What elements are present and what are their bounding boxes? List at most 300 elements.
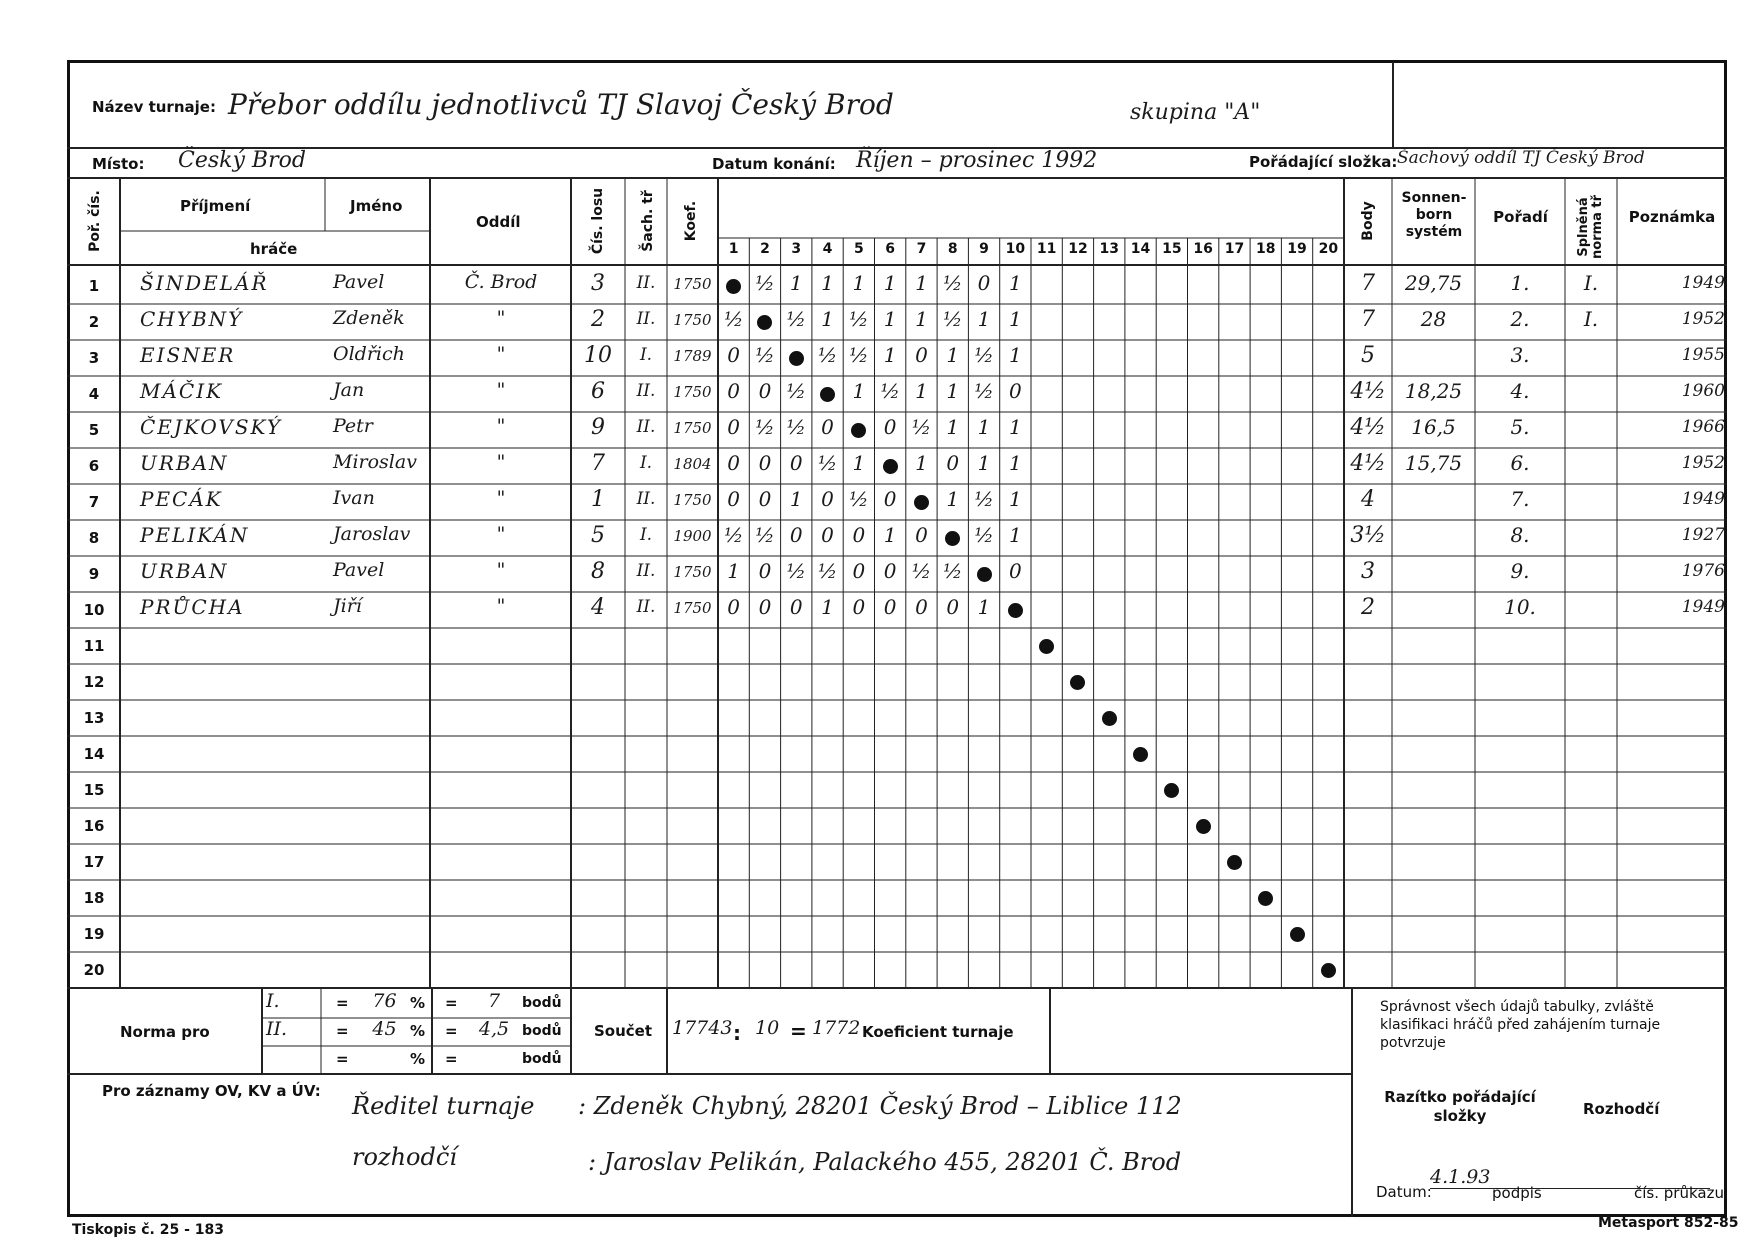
player-class: I. [639,525,653,545]
player-class: II. [636,489,656,509]
norm-class: I. [266,990,280,1012]
col-norm: Splněná norma tř [1576,194,1605,260]
diagonal-dot [1102,711,1117,726]
norm-pct: 45 [372,1018,397,1040]
game-result: ½ [817,343,838,367]
player-points: 4 [1361,487,1375,512]
game-result: 1 [852,271,866,295]
tournament-name: Přebor oddílu jednotlivců TJ Slavoj Český Brod [228,88,894,121]
player-club: " [496,379,506,401]
round-number: 11 [1036,241,1057,257]
round-number: 9 [979,241,989,257]
player-points: 3½ [1350,523,1386,548]
game-result: 0 [883,595,897,619]
game-result: 0 [915,343,928,367]
game-result: 0 [727,451,741,475]
player-draw: 4 [591,595,605,620]
norm-pts: 4,5 [478,1018,510,1040]
game-result: 1 [883,307,897,331]
game-result: 1 [821,271,834,295]
game-result: ½ [786,559,806,583]
game-result: 0 [915,523,928,547]
player-rank: 6. [1510,451,1530,475]
round-number: 10 [1005,241,1026,257]
game-result: ½ [849,487,869,511]
player-points: 7 [1361,271,1375,296]
diagonal-dot [1070,675,1085,690]
game-result: 1 [915,271,928,295]
player-draw: 6 [591,379,605,404]
game-result: 0 [727,595,741,619]
round-number: 3 [791,241,802,257]
game-result: 0 [821,415,834,439]
player-coef: 1750 [673,275,712,293]
player-firstname: Oldřich [333,343,405,365]
row-number: 16 [83,817,105,835]
diagonal-dot [1039,639,1054,654]
referee-role: rozhodčí [352,1143,457,1171]
game-result: 1 [915,451,928,475]
row-number: 1 [88,277,100,295]
norm-eq-pts: = [445,1022,458,1040]
game-result: 0 [727,343,741,367]
game-result: 0 [852,523,866,547]
own-game-dot [757,315,772,330]
row-number: 17 [83,853,105,871]
player-draw: 1 [591,487,605,512]
player-points: 4½ [1350,379,1386,404]
row-number: 2 [88,313,100,331]
sum-label: Součet [594,1022,653,1040]
game-result: 1 [915,307,928,331]
game-result: 1 [852,379,866,403]
footer-form-number: Tiskopis č. 25 - 183 [72,1222,225,1238]
col-draw-no: Čís. losu [590,187,606,255]
player-club: Č. Brod [464,271,538,293]
organizer-value: Šachový oddíl TJ Český Brod [1397,148,1645,168]
player-firstname: Zdeněk [333,307,405,329]
game-result: 1 [977,307,991,331]
norm-class: II. [266,1018,288,1040]
game-result: ½ [974,487,994,511]
player-draw: 8 [591,559,605,584]
game-result: ½ [755,271,775,295]
game-result: 0 [789,595,803,619]
game-result: ½ [817,451,838,475]
game-result: 0 [883,487,897,511]
game-result: 1 [821,307,834,331]
round-number: 1 [728,241,739,257]
player-rank: 8. [1510,523,1530,547]
stamp-label: Razítko pořádající složky [1384,1088,1536,1125]
game-result: 1 [1008,415,1022,439]
game-result: ½ [911,559,932,583]
round-number: 20 [1318,241,1339,257]
date-label: Datum konání: [712,155,836,173]
game-result: 1 [883,271,897,295]
player-draw: 10 [584,343,612,368]
player-note: 1966 [1681,417,1725,437]
game-result: 1 [789,487,803,511]
row-number: 8 [88,529,100,547]
round-number: 15 [1162,241,1182,257]
round-number: 14 [1130,241,1151,257]
player-club: " [496,415,506,437]
own-game-dot [820,387,835,402]
records-label: Pro záznamy OV, KV a ÚV: [102,1082,321,1100]
game-result: ½ [723,307,744,331]
col-sonneborn: Sonnen-born systém [1401,190,1467,240]
player-points: 4½ [1350,415,1386,440]
game-result: 0 [758,379,772,403]
game-result: 0 [727,415,741,439]
game-result: ½ [943,559,963,583]
player-points: 2 [1361,595,1375,620]
player-points: 5 [1361,343,1375,368]
row-number: 3 [88,349,100,367]
date-signed-label: Datum: [1376,1183,1432,1201]
row-number: 12 [83,673,105,691]
diagonal-dot [1227,855,1242,870]
player-firstname: Pavel [333,271,385,293]
player-note: 1952 [1681,309,1725,329]
col-coef: Koef. [683,200,699,242]
game-result: ½ [786,415,806,439]
player-note: 1927 [1681,525,1725,545]
game-result: 0 [758,595,772,619]
game-result: ½ [786,379,806,403]
game-result: 0 [946,451,960,475]
game-result: 0 [883,415,897,439]
player-surname: PECÁK [140,487,223,511]
player-class: I. [639,345,653,365]
col-rank-no: Poř. čís. [87,190,103,252]
organizer-label: Pořádající složka: [1249,153,1398,171]
player-note: 1949 [1681,597,1725,617]
player-class: I. [639,453,653,473]
game-result: ½ [880,379,900,403]
norm-label: Norma pro [120,1023,210,1041]
game-result: ½ [849,343,869,367]
norm-pts-unit: bodů [522,995,562,1011]
own-game-dot [1008,603,1023,618]
player-firstname: Miroslav [333,451,417,473]
game-result: 1 [883,343,897,367]
player-rank: 1. [1510,271,1530,295]
game-result: 1 [852,451,866,475]
game-result: 1 [1008,307,1022,331]
game-result: 0 [852,595,866,619]
player-club: " [496,559,506,581]
player-sonneborn: 15,75 [1404,451,1463,475]
row-number: 13 [83,709,105,727]
col-note: Poznámka [1628,208,1716,226]
col-players: hráče [250,240,298,258]
card-label: čís. průkazu [1634,1184,1724,1202]
game-result: 0 [727,487,741,511]
own-game-dot [945,531,960,546]
game-result: ½ [911,415,932,439]
player-surname: MÁČIK [140,379,224,403]
own-game-dot [914,495,929,510]
row-number: 15 [83,781,105,799]
sum-colon: : [733,1021,741,1045]
norm-pct-unit: % [410,994,426,1012]
game-result: 1 [1008,523,1022,547]
norm-pct: 76 [372,990,397,1012]
col-surname: Příjmení [180,197,251,215]
player-club: " [496,343,506,365]
game-result: 0 [727,379,741,403]
col-class: Šach. tř [640,190,656,252]
player-surname: PELIKÁN [140,523,250,547]
round-number: 5 [853,241,864,257]
game-result: 1 [915,379,928,403]
row-number: 4 [88,385,100,403]
game-result: 1 [977,595,991,619]
player-class: II. [636,273,656,293]
norm-eq-pts: = [445,1050,458,1068]
player-surname: URBAN [140,451,229,475]
round-number: 7 [916,241,927,257]
director-text: : Zdeněk Chybný, 28201 Český Brod – Liblice 112 [578,1092,1182,1120]
place-value: Český Brod [178,148,306,173]
player-coef: 1804 [673,455,712,473]
verification-text: Správnost všech údajů tabulky, zvláště klasifikaci hráčů před zahájením turnaje potvrzuje [1380,999,1661,1051]
row-number: 5 [88,421,100,439]
row-number: 9 [88,565,100,583]
norm-eq-pct: = [336,1022,349,1040]
player-firstname: Ivan [333,487,375,509]
game-result: 1 [1008,271,1022,295]
sum-coef: 1772 [812,1017,861,1039]
place-label: Místo: [92,155,145,173]
game-result: 0 [1008,379,1022,403]
player-draw: 3 [591,271,605,296]
round-number: 4 [822,241,833,257]
player-draw: 9 [591,415,605,440]
game-result: 1 [946,415,960,439]
date-signed-value: 4.1.93 [1430,1166,1491,1188]
player-points: 4½ [1350,451,1386,476]
game-result: 0 [821,487,834,511]
game-result: 1 [1008,487,1022,511]
game-result: 0 [977,271,991,295]
row-number: 6 [88,457,100,475]
game-result: 0 [758,559,772,583]
diagonal-dot [1321,963,1336,978]
coef-label: Koeficient turnaje [862,1023,1014,1041]
player-rank: 7. [1510,487,1530,511]
diagonal-dot [1290,927,1305,942]
player-coef: 1750 [673,491,712,509]
referee-label: Rozhodčí [1583,1100,1660,1118]
own-game-dot [883,459,898,474]
player-points: 7 [1361,307,1375,332]
game-result: 0 [821,523,834,547]
round-number: 16 [1193,241,1213,257]
player-class: II. [636,417,656,437]
player-rank: 4. [1510,379,1530,403]
player-club: " [496,451,506,473]
player-surname: URBAN [140,559,229,583]
row-number: 11 [83,637,105,655]
round-number: 13 [1099,241,1119,257]
player-surname: CHYBNÝ [140,307,244,331]
player-sonneborn: 28 [1420,307,1447,331]
player-firstname: Jan [333,379,365,401]
game-result: 0 [883,559,897,583]
player-coef: 1750 [673,311,712,329]
game-result: ½ [755,523,775,547]
round-number: 12 [1068,241,1088,257]
game-result: 1 [821,595,834,619]
norm-pct-unit: % [410,1050,426,1068]
player-norm: I. [1583,307,1599,331]
player-rank: 3. [1510,343,1530,367]
game-result: 1 [946,487,960,511]
own-game-dot [789,351,804,366]
diagonal-dot [1258,891,1273,906]
round-number: 8 [947,241,958,257]
player-note: 1949 [1681,273,1725,293]
player-coef: 1750 [673,383,712,401]
diagonal-dot [1164,783,1179,798]
game-result: ½ [943,271,963,295]
own-game-dot [726,279,741,294]
col-club: Oddíl [476,213,521,231]
sum-players: 10 [755,1017,780,1039]
row-number: 18 [83,889,105,907]
player-coef: 1789 [673,347,712,365]
player-class: II. [636,597,656,617]
game-result: 1 [1008,451,1022,475]
row-number: 10 [83,601,105,619]
player-club: " [496,523,506,545]
game-result: ½ [817,559,838,583]
game-result: 1 [789,271,803,295]
player-draw: 2 [591,307,605,332]
player-surname: EISNER [140,343,236,367]
player-sonneborn: 16,5 [1411,415,1456,439]
player-norm: I. [1583,271,1599,295]
round-number: 2 [760,241,770,257]
col-firstname: Jméno [350,197,403,215]
player-club: " [496,595,506,617]
game-result: 0 [758,451,772,475]
player-surname: ŠINDELÁŘ [140,271,269,295]
game-result: 0 [1008,559,1022,583]
norm-eq-pts: = [445,994,458,1012]
game-result: 0 [852,559,866,583]
norm-pts-unit: bodů [522,1023,562,1039]
player-class: II. [636,381,656,401]
player-club: " [496,487,506,509]
col-place: Pořadí [1493,208,1548,226]
referee-text: : Jaroslav Pelikán, Palackého 455, 28201 Č. Brod [588,1148,1182,1176]
director-role: Ředitel turnaje [352,1092,535,1120]
game-result: ½ [943,307,963,331]
game-result: 1 [977,415,991,439]
player-note: 1955 [1681,345,1725,365]
norm-pct-unit: % [410,1022,426,1040]
player-firstname: Petr [333,415,373,437]
row-number: 14 [83,745,105,763]
col-points: Body [1360,201,1376,241]
tournament-group: skupina "A" [1130,100,1261,125]
player-points: 3 [1361,559,1375,584]
game-result: 1 [727,559,741,583]
player-class: II. [636,309,656,329]
round-number: 17 [1224,241,1245,257]
game-result: ½ [786,307,806,331]
player-note: 1976 [1681,561,1725,581]
player-sonneborn: 18,25 [1404,379,1463,403]
round-number: 18 [1256,241,1276,257]
norm-pts-unit: bodů [522,1051,562,1067]
player-firstname: Pavel [333,559,385,581]
game-result: 0 [915,595,928,619]
game-result: 1 [946,343,960,367]
norm-eq-pct: = [336,994,349,1012]
footer-publisher: Metasport 852-85 [1598,1215,1739,1231]
game-result: 0 [789,451,803,475]
player-coef: 1750 [673,419,712,437]
player-coef: 1900 [673,527,712,545]
game-result: 1 [1008,343,1022,367]
signature-label: podpis [1492,1184,1542,1202]
game-result: ½ [974,523,994,547]
player-rank: 2. [1510,307,1530,331]
player-note: 1960 [1681,381,1725,401]
player-draw: 7 [591,451,605,476]
game-result: ½ [974,343,994,367]
player-class: II. [636,561,656,581]
row-number: 20 [83,961,105,979]
player-note: 1952 [1681,453,1725,473]
player-firstname: Jiří [333,595,362,617]
game-result: 1 [977,451,991,475]
sum-eq: = [790,1019,807,1043]
row-number: 7 [88,493,100,511]
round-number: 19 [1287,241,1307,257]
player-rank: 10. [1504,595,1536,619]
player-firstname: Jaroslav [333,523,411,545]
game-result: 0 [758,487,772,511]
norm-pts: 7 [487,990,501,1012]
player-surname: PRŮCHA [140,595,245,619]
player-rank: 5. [1510,415,1530,439]
game-result: 0 [946,595,960,619]
player-surname: ČEJKOVSKÝ [140,415,283,439]
row-number: 19 [83,925,105,943]
own-game-dot [851,423,866,438]
player-note: 1949 [1681,489,1725,509]
tournament-label: Název turnaje: [92,98,216,116]
sum-total: 17743 [672,1017,733,1039]
norm-eq-pct: = [336,1050,349,1068]
game-result: ½ [755,343,775,367]
own-game-dot [977,567,992,582]
player-coef: 1750 [673,599,712,617]
player-coef: 1750 [673,563,712,581]
player-rank: 9. [1510,559,1530,583]
game-result: ½ [755,415,775,439]
player-sonneborn: 29,75 [1404,271,1463,295]
date-value: Říjen – prosinec 1992 [856,148,1098,173]
player-draw: 5 [591,523,605,548]
game-result: ½ [974,379,994,403]
